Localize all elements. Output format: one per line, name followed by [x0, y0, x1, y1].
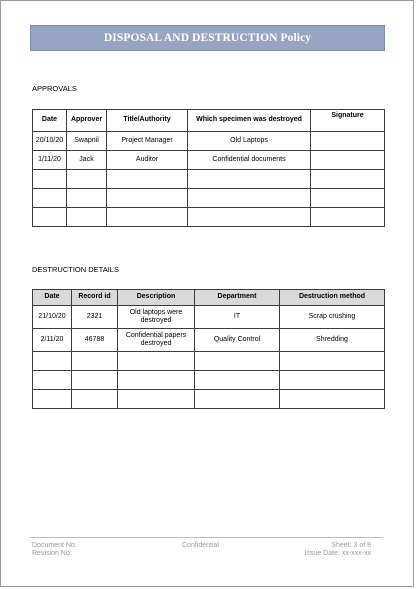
destruction-header-department: Department — [195, 290, 280, 306]
table-row — [33, 352, 385, 371]
approval-signature — [311, 208, 385, 227]
approval-approver — [67, 208, 107, 227]
approvals-header-title: Title/Authority — [107, 110, 188, 132]
table-row — [33, 170, 385, 189]
destruction-method — [280, 390, 385, 409]
approval-date — [33, 170, 67, 189]
destruction-department: IT — [195, 306, 280, 329]
destruction-header-description: Description — [118, 290, 195, 306]
approval-approver: Swapnil — [67, 132, 107, 151]
destruction-header-row — [33, 290, 385, 306]
destruction-date — [33, 352, 72, 371]
footer-classification: Confidential — [182, 542, 219, 549]
destruction-department — [195, 352, 280, 371]
destruction-description — [118, 352, 195, 371]
destruction-method — [280, 371, 385, 390]
approvals-header-specimen: Which specimen was destroyed — [188, 110, 311, 132]
destruction-record-id — [72, 371, 118, 390]
approval-date: 1/11/20 — [33, 151, 67, 170]
destruction-details-table — [32, 289, 385, 409]
approval-signature — [311, 189, 385, 208]
destruction-date — [33, 371, 72, 390]
approval-specimen: Old Laptops — [188, 132, 311, 151]
footer-document-no: Document No: — [32, 542, 77, 549]
destruction-record-id — [72, 352, 118, 371]
approvals-label: APPROVALS — [32, 84, 77, 93]
destruction-description — [118, 371, 195, 390]
approvals-header-approver: Approver — [67, 110, 107, 132]
destruction-record-id: 46788 — [72, 329, 118, 352]
destruction-record-id: 2321 — [72, 306, 118, 329]
approval-signature — [311, 170, 385, 189]
approval-title — [107, 170, 188, 189]
table-row — [33, 208, 385, 227]
destruction-method: Shredding — [280, 329, 385, 352]
approval-specimen: Confidential documents — [188, 151, 311, 170]
destruction-record-id — [72, 390, 118, 409]
approval-date — [33, 189, 67, 208]
destruction-details-label: DESTRUCTION DETAILS — [32, 265, 119, 274]
table-row — [33, 151, 385, 170]
footer-issue-date: Issue Date: xx-xxx-xx — [304, 550, 371, 557]
approval-approver: Jack — [67, 151, 107, 170]
table-row — [33, 371, 385, 390]
approval-specimen — [188, 170, 311, 189]
destruction-method: Scrap crushing — [280, 306, 385, 329]
approval-title: Auditor — [107, 151, 188, 170]
destruction-date — [33, 390, 72, 409]
destruction-date: 2/11/20 — [33, 329, 72, 352]
table-row — [33, 329, 385, 352]
destruction-date: 21/10/20 — [33, 306, 72, 329]
approval-signature — [311, 151, 385, 170]
table-row — [33, 390, 385, 409]
approval-title: Project Manager — [107, 132, 188, 151]
approval-title — [107, 208, 188, 227]
approval-approver — [67, 189, 107, 208]
approvals-header-signature: Signature — [311, 110, 385, 132]
table-row — [33, 306, 385, 329]
destruction-description — [118, 390, 195, 409]
approvals-header-row — [33, 110, 385, 132]
title-banner — [30, 25, 385, 51]
approval-specimen — [188, 208, 311, 227]
approval-specimen — [188, 189, 311, 208]
approvals-header-date: Date — [33, 110, 67, 132]
approvals-table — [32, 109, 385, 227]
table-row — [33, 132, 385, 151]
approval-title — [107, 189, 188, 208]
destruction-header-method: Destruction method — [280, 290, 385, 306]
destruction-description: Confidential papers destroyed — [118, 329, 195, 352]
destruction-department: Quality Control — [195, 329, 280, 352]
destruction-method — [280, 352, 385, 371]
approval-date: 20/10/20 — [33, 132, 67, 151]
destruction-header-date: Date — [33, 290, 72, 306]
table-row — [33, 189, 385, 208]
destruction-department — [195, 390, 280, 409]
footer-revision-no: Revision No: — [32, 550, 72, 557]
document-title: DISPOSAL AND DESTRUCTION Policy — [103, 32, 312, 44]
footer-sheet: Sheet: 3 of 8 — [331, 542, 371, 549]
approval-date — [33, 208, 67, 227]
footer-divider — [30, 537, 383, 538]
approval-signature — [311, 132, 385, 151]
destruction-header-record-id: Record id — [72, 290, 118, 306]
destruction-department — [195, 371, 280, 390]
approval-approver — [67, 170, 107, 189]
destruction-description: Old laptops were destroyed — [118, 306, 195, 329]
